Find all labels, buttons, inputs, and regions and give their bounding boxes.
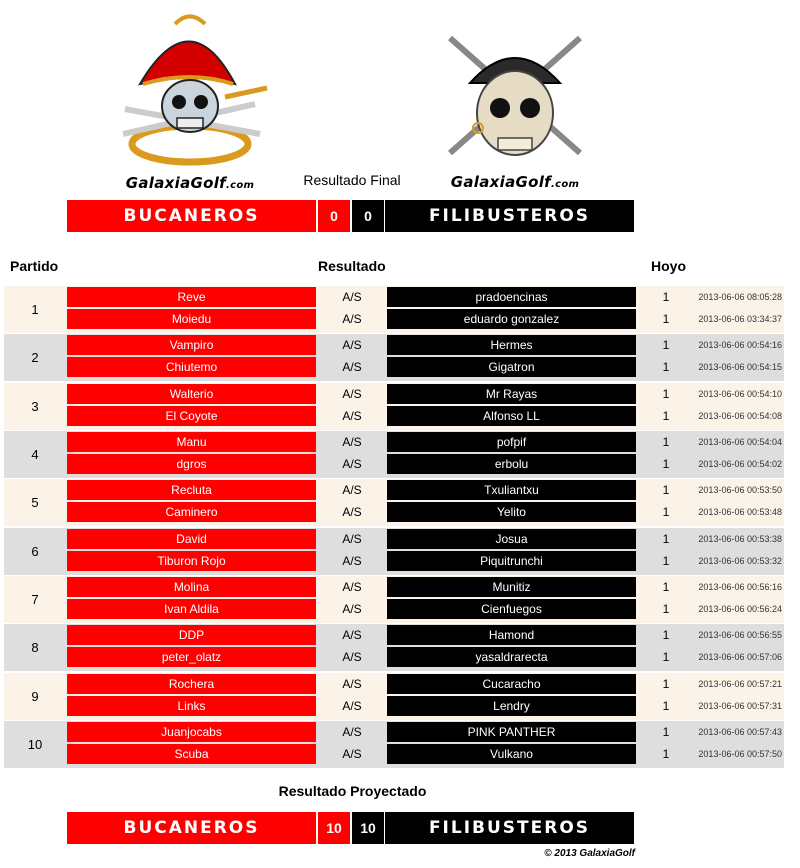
table-row[interactable] [4, 286, 784, 308]
projected-score-right: 10 [352, 812, 384, 844]
column-header-partido: Partido [10, 258, 59, 274]
match-number: 6 [31, 544, 39, 559]
column-header-resultado: Resultado [318, 258, 386, 274]
table-row[interactable] [4, 501, 784, 523]
match-number: 4 [31, 447, 39, 462]
bucaneros-player[interactable]: Manu [67, 432, 316, 452]
projected-team-left: BUCANEROS [67, 812, 316, 844]
table-row[interactable] [4, 383, 784, 405]
match-group [4, 576, 784, 623]
final-score-bar [67, 200, 634, 232]
hole-number: 1 [662, 360, 670, 374]
bucaneros-player[interactable]: Tiburon Rojo [67, 551, 316, 571]
match-result: A/S [342, 532, 362, 546]
filibusteros-player[interactable]: Vulkano [387, 744, 636, 764]
bucaneros-player[interactable]: Vampiro [67, 335, 316, 355]
match-result: A/S [342, 435, 362, 449]
table-row[interactable] [4, 334, 784, 356]
bucaneros-player[interactable]: Caminero [67, 502, 316, 522]
match-group [4, 383, 784, 430]
hole-number: 1 [662, 628, 670, 642]
filibusteros-player[interactable]: Josua [387, 529, 636, 549]
match-result: A/S [342, 650, 362, 664]
timestamp: 2013-06-06 08:05:28 [698, 292, 782, 302]
match-result: A/S [342, 699, 362, 713]
right-logo-text-main: GalaxiaGolf [450, 173, 551, 191]
hole-number: 1 [662, 677, 670, 691]
table-row[interactable] [4, 528, 784, 550]
match-number: 5 [31, 495, 39, 510]
hole-number: 1 [662, 435, 670, 449]
filibusteros-player[interactable]: Munitiz [387, 577, 636, 597]
table-row[interactable] [4, 624, 784, 646]
projected-result-title: Resultado Proyectado [278, 783, 427, 799]
bucaneros-player[interactable]: Molina [67, 577, 316, 597]
pirate-skull-bandana-icon [440, 28, 590, 168]
table-row[interactable] [4, 405, 784, 427]
bucaneros-player[interactable]: Recluta [67, 480, 316, 500]
bucaneros-player[interactable]: Chiutemo [67, 357, 316, 377]
filibusteros-player[interactable]: Alfonso LL [387, 406, 636, 426]
copyright: © 2013 GalaxiaGolf [544, 848, 635, 859]
hole-number: 1 [662, 290, 670, 304]
match-group [4, 721, 784, 768]
filibusteros-player[interactable]: Lendry [387, 696, 636, 716]
bucaneros-player[interactable]: Juanjocabs [67, 722, 316, 742]
match-result: A/S [342, 360, 362, 374]
hole-number: 1 [662, 747, 670, 761]
match-number: 2 [31, 350, 39, 365]
timestamp: 2013-06-06 00:53:32 [698, 556, 782, 566]
timestamp: 2013-06-06 00:56:24 [698, 604, 782, 614]
bucaneros-player[interactable]: Reve [67, 287, 316, 307]
filibusteros-player[interactable]: pofpif [387, 432, 636, 452]
hole-number: 1 [662, 312, 670, 326]
hole-number: 1 [662, 505, 670, 519]
projected-score-left: 10 [318, 812, 350, 844]
timestamp: 2013-06-06 00:56:16 [698, 582, 782, 592]
filibusteros-player[interactable]: Cienfuegos [387, 599, 636, 619]
final-team-left: BUCANEROS [67, 200, 316, 232]
projected-score-bar [67, 812, 634, 844]
filibusteros-player[interactable]: Mr Rayas [387, 384, 636, 404]
hole-number: 1 [662, 725, 670, 739]
filibusteros-player[interactable]: erbolu [387, 454, 636, 474]
hole-number: 1 [662, 602, 670, 616]
final-score-right: 0 [352, 200, 384, 232]
match-result: A/S [342, 725, 362, 739]
timestamp: 2013-06-06 00:54:15 [698, 362, 782, 372]
bucaneros-player[interactable]: DDP [67, 625, 316, 645]
filibusteros-player[interactable]: Piquitrunchi [387, 551, 636, 571]
left-logo-text-tld: .com [226, 180, 255, 191]
timestamp: 2013-06-06 00:57:31 [698, 701, 782, 711]
match-number: 10 [27, 737, 43, 752]
table-row[interactable] [4, 743, 784, 765]
hole-number: 1 [662, 387, 670, 401]
bucaneros-player[interactable]: dgros [67, 454, 316, 474]
timestamp: 2013-06-06 00:53:50 [698, 485, 782, 495]
timestamp: 2013-06-06 00:54:16 [698, 340, 782, 350]
pirate-skull-red-hat-icon [105, 14, 275, 169]
match-result: A/S [342, 747, 362, 761]
table-row[interactable] [4, 673, 784, 695]
match-group [4, 334, 784, 381]
final-team-right: FILIBUSTEROS [385, 200, 634, 232]
match-number: 3 [31, 399, 39, 414]
bucaneros-player[interactable]: Rochera [67, 674, 316, 694]
match-result: A/S [342, 602, 362, 616]
match-result: A/S [342, 628, 362, 642]
bucaneros-player[interactable]: Ivan Aldila [67, 599, 316, 619]
timestamp: 2013-06-06 00:57:50 [698, 749, 782, 759]
left-logo-text [105, 174, 275, 192]
projected-team-right: FILIBUSTEROS [385, 812, 634, 844]
match-number: 9 [31, 689, 39, 704]
filibusteros-player[interactable]: Hermes [387, 335, 636, 355]
match-result: A/S [342, 580, 362, 594]
right-logo-text [440, 173, 590, 191]
filibusteros-player[interactable]: yasaldrarecta [387, 647, 636, 667]
timestamp: 2013-06-06 00:54:10 [698, 389, 782, 399]
bucaneros-player[interactable]: Walterio [67, 384, 316, 404]
match-result: A/S [342, 290, 362, 304]
match-group [4, 431, 784, 478]
bucaneros-player[interactable]: Scuba [67, 744, 316, 764]
filibusteros-player[interactable]: Gigatron [387, 357, 636, 377]
hole-number: 1 [662, 338, 670, 352]
filibusteros-player[interactable]: Yelito [387, 502, 636, 522]
timestamp: 2013-06-06 00:53:38 [698, 534, 782, 544]
hole-number: 1 [662, 554, 670, 568]
hole-number: 1 [662, 650, 670, 664]
hole-number: 1 [662, 483, 670, 497]
filibusteros-player[interactable]: pradoencinas [387, 287, 636, 307]
table-row[interactable] [4, 576, 784, 598]
match-result: A/S [342, 409, 362, 423]
timestamp: 2013-06-06 00:54:04 [698, 437, 782, 447]
timestamp: 2013-06-06 00:53:48 [698, 507, 782, 517]
match-result: A/S [342, 677, 362, 691]
table-row[interactable] [4, 479, 784, 501]
match-group [4, 624, 784, 671]
table-row[interactable] [4, 598, 784, 620]
timestamp: 2013-06-06 03:34:37 [698, 314, 782, 324]
match-number: 1 [31, 302, 39, 317]
hole-number: 1 [662, 532, 670, 546]
hole-number: 1 [662, 457, 670, 471]
match-group [4, 673, 784, 720]
match-group [4, 528, 784, 575]
column-header-hoyo: Hoyo [651, 258, 686, 274]
bucaneros-player[interactable]: David [67, 529, 316, 549]
match-result: A/S [342, 387, 362, 401]
match-result: A/S [342, 457, 362, 471]
filibusteros-player[interactable]: eduardo gonzalez [387, 309, 636, 329]
table-row[interactable] [4, 646, 784, 668]
filibusteros-player[interactable]: Hamond [387, 625, 636, 645]
final-result-title: Resultado Final [303, 172, 401, 188]
left-logo-text-main: GalaxiaGolf [125, 174, 226, 192]
table-row[interactable] [4, 550, 784, 572]
match-number: 7 [31, 592, 39, 607]
timestamp: 2013-06-06 00:57:21 [698, 679, 782, 689]
table-row[interactable] [4, 721, 784, 743]
timestamp: 2013-06-06 00:54:08 [698, 411, 782, 421]
timestamp: 2013-06-06 00:54:02 [698, 459, 782, 469]
hole-number: 1 [662, 409, 670, 423]
bucaneros-player[interactable]: Links [67, 696, 316, 716]
right-logo-text-tld: .com [551, 179, 580, 190]
match-result: A/S [342, 505, 362, 519]
match-group [4, 286, 784, 333]
table-row[interactable] [4, 453, 784, 475]
bucaneros-logo [105, 14, 275, 192]
timestamp: 2013-06-06 00:56:55 [698, 630, 782, 640]
filibusteros-logo [440, 28, 590, 192]
final-score-left: 0 [318, 200, 350, 232]
hole-number: 1 [662, 699, 670, 713]
timestamp: 2013-06-06 00:57:06 [698, 652, 782, 662]
bucaneros-player[interactable]: peter_olatz [67, 647, 316, 667]
match-group [4, 479, 784, 526]
bucaneros-player[interactable]: El Coyote [67, 406, 316, 426]
match-result: A/S [342, 312, 362, 326]
timestamp: 2013-06-06 00:57:43 [698, 727, 782, 737]
filibusteros-player[interactable]: PINK PANTHER [387, 722, 636, 742]
table-row[interactable] [4, 431, 784, 453]
match-result: A/S [342, 338, 362, 352]
filibusteros-player[interactable]: Cucaracho [387, 674, 636, 694]
table-row[interactable] [4, 356, 784, 378]
filibusteros-player[interactable]: Txuliantxu [387, 480, 636, 500]
hole-number: 1 [662, 580, 670, 594]
match-number: 8 [31, 640, 39, 655]
match-result: A/S [342, 554, 362, 568]
table-row[interactable] [4, 695, 784, 717]
bucaneros-player[interactable]: Moiedu [67, 309, 316, 329]
match-result: A/S [342, 483, 362, 497]
table-row[interactable] [4, 308, 784, 330]
